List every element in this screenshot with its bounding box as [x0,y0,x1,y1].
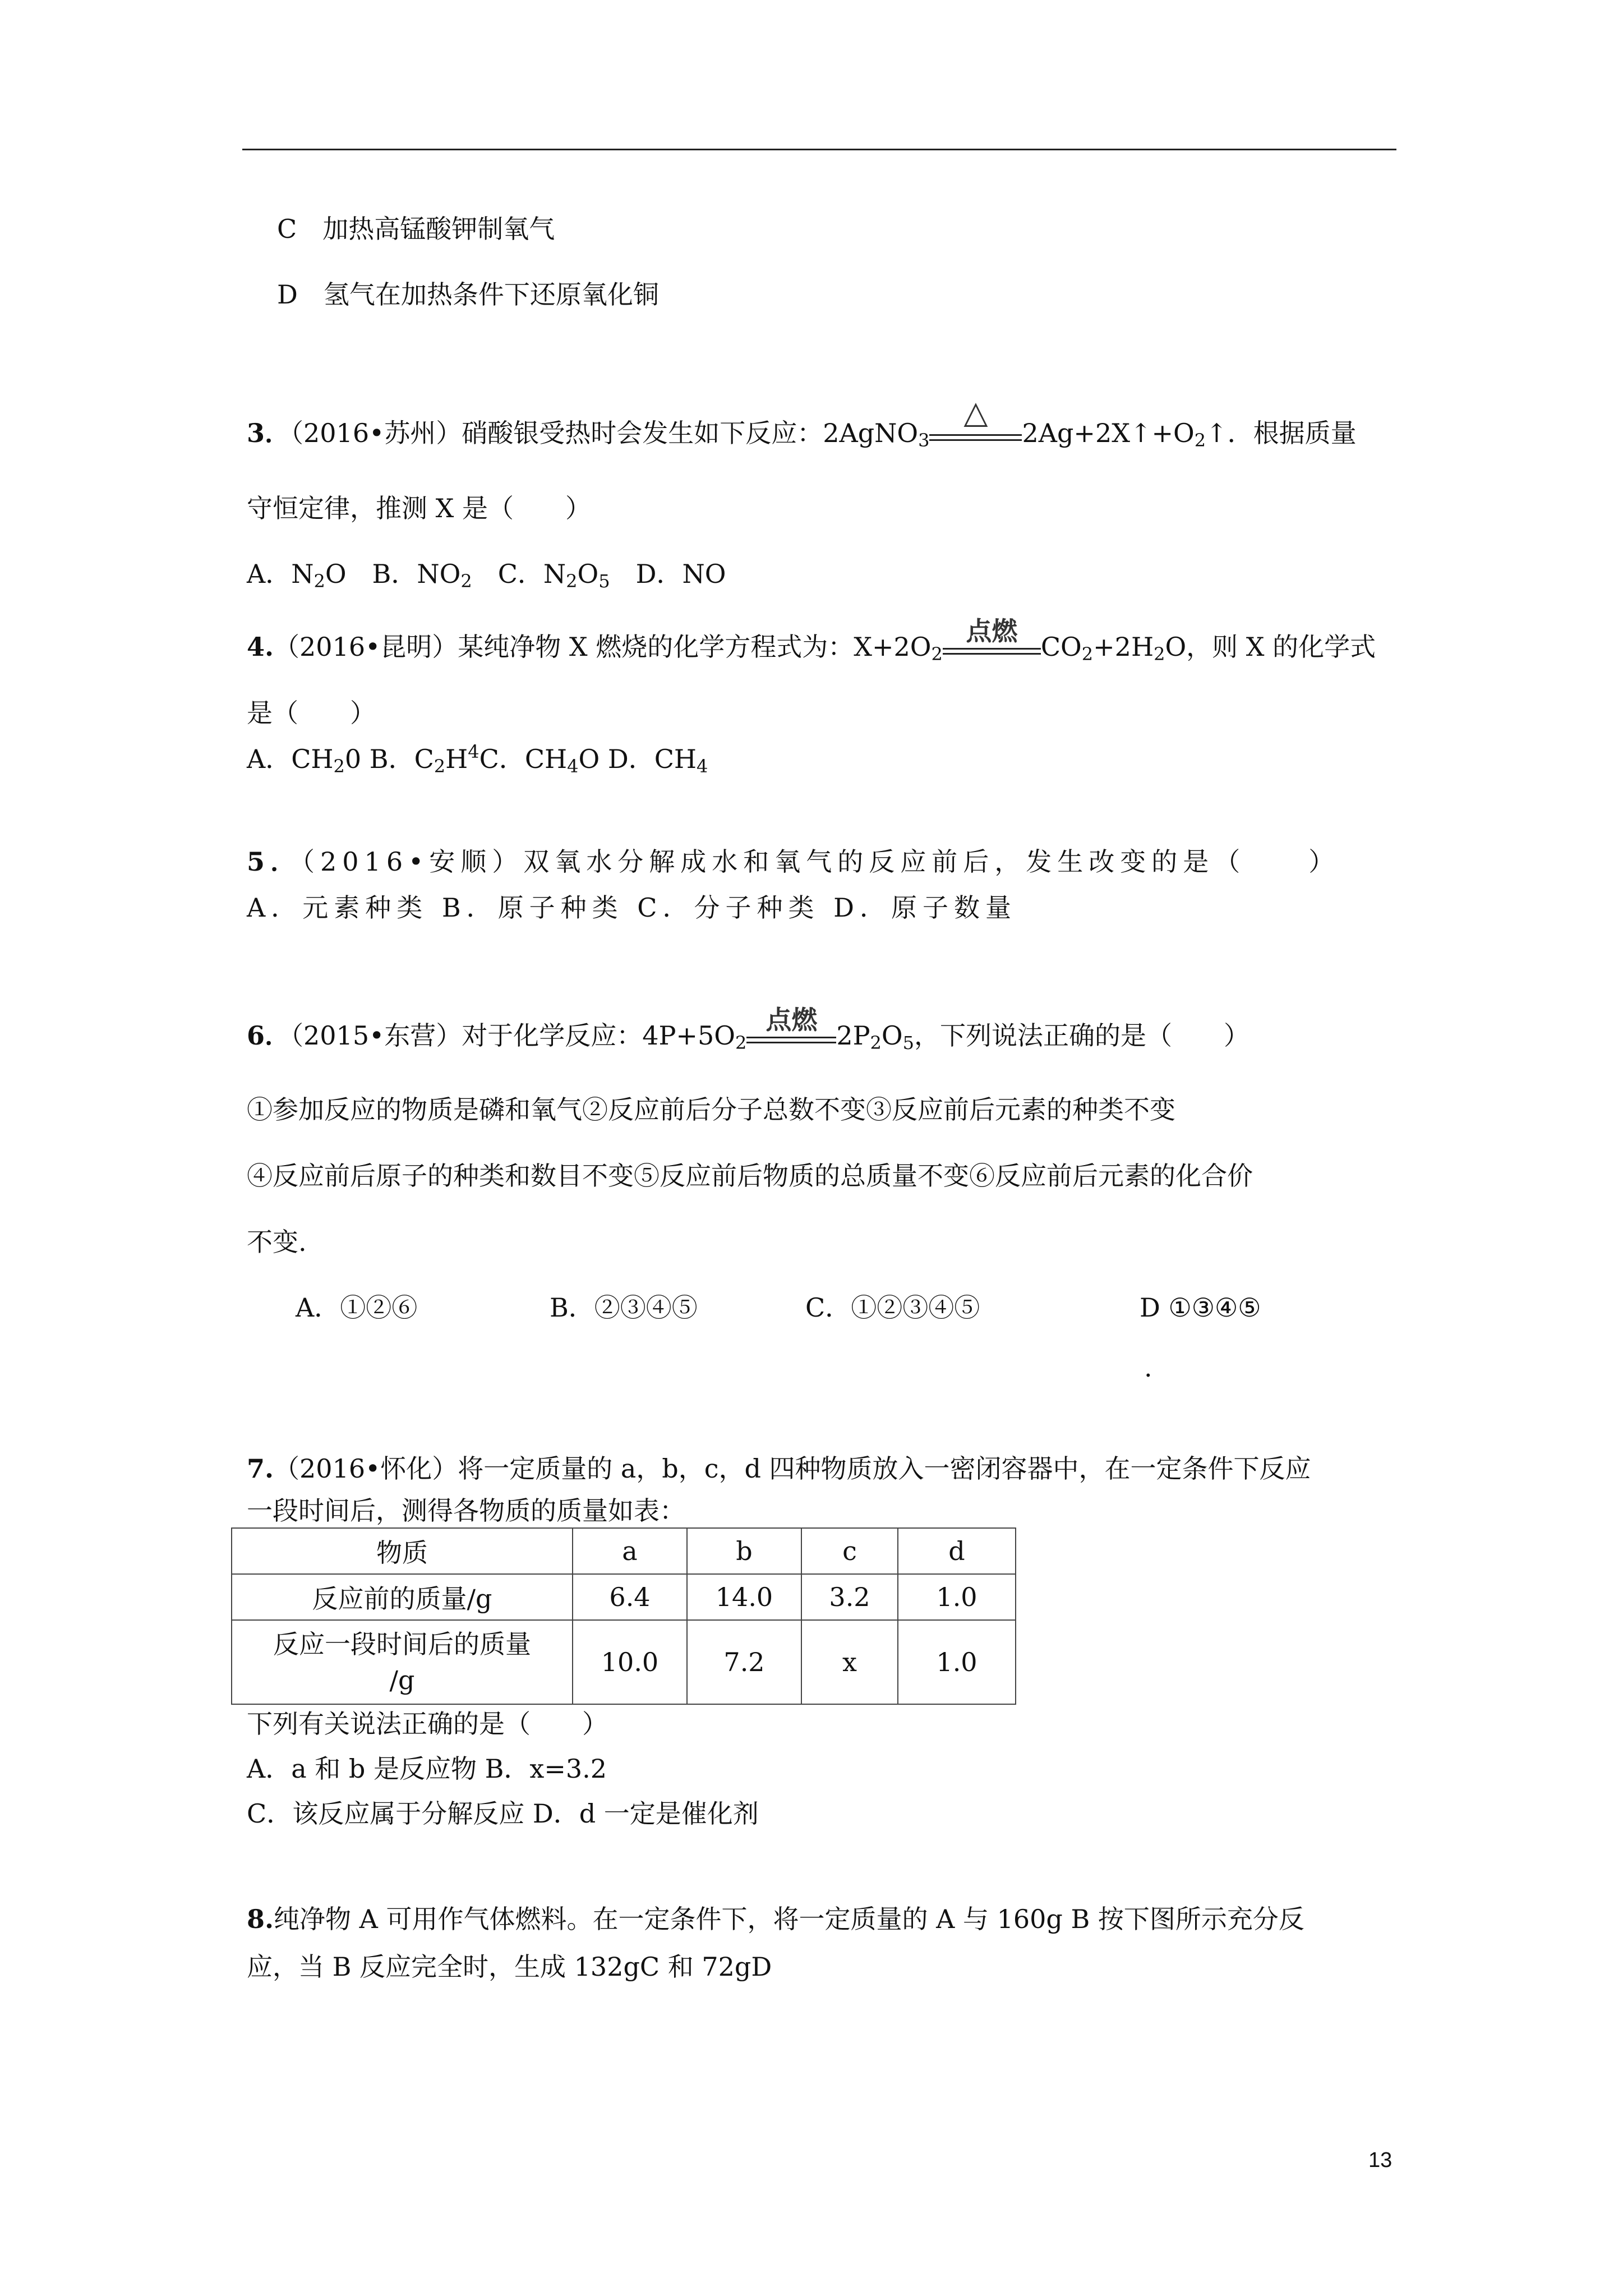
q3-number: 3． [247,418,291,448]
table-row [232,1528,1016,1574]
table-header-cell: d [898,1528,1016,1574]
q6-statement-line2: ④反应前后原子的种类和数目不变⑤反应前后物质的总质量不变⑥反应前后元素的化合价 [247,1161,1253,1191]
table-cell: 1.0 [898,1620,1016,1704]
q8-number: 8. [247,1904,274,1934]
q6-statement-line1: ①参加反应的物质是磷和氧气②反应前后分子总数不变③反应前后元素的种类不变 [247,1094,1175,1125]
q5-stem: 5．（2016•安顺）双氧水分解成水和氧气的反应前后，发生改变的是（ ） [247,846,1340,877]
q6-option-b: B．②③④⑤ [550,1292,698,1323]
q6-option-d: D ①③④⑤ [1140,1292,1261,1323]
table-cell: 1.0 [898,1574,1016,1620]
table-cell: 14.0 [687,1574,801,1620]
q4-reaction-arrow [943,616,1041,656]
q3-lead: （2016•苏州）硝酸银受热时会发生如下反应：2AgNO [291,418,919,448]
q4-stem-line1: 4.（2016•昆明）某纯净物 X 燃烧的化学方程式为：$X+2O_2$ 点燃 $CO_2+2H_2O$，则 X 的化学式 [247,616,1376,665]
q7-stem-line1: 7.（2016•怀化）将一定质量的 a，b，c，d 四种物质放入一密闭容器中，在一定条件下反应 [247,1453,1311,1484]
q5-options: A．元素种类 B．原子种类 C．分子种类 D．原子数量 [247,892,1017,923]
q7-mass-table [231,1527,1016,1705]
q6-option-a: A．①②⑥ [296,1292,418,1323]
table-cell: 3.2 [801,1574,898,1620]
q6-option-c: C．①②③④⑤ [805,1292,980,1323]
q6-statement-line3: 不变. [247,1227,307,1257]
q6-trailing-dot: . [1144,1352,1152,1383]
table-row [232,1620,1016,1704]
q3-stem-line2: 守恒定律，推测 X 是（ ） [247,493,591,523]
q3-reaction-arrow [929,394,1022,442]
q3-options: A．$N_2O$ B．$NO_2$ C．$N_2O_5$ D．NO [247,559,726,592]
table-cell: 反应前的质量/g [232,1574,573,1620]
q7-question: 下列有关说法正确的是（ ） [247,1709,608,1739]
table-row [232,1574,1016,1620]
q8-stem-line2: 应，当 B 反应完全时，生成 132gC 和 72gD [247,1952,772,1982]
page-number: 13 [1368,2148,1393,2172]
q7-options-cd: C．该反应属于分解反应 D．d 一定是催化剂 [247,1798,759,1829]
q6-condition-label: 点燃 [766,1005,818,1035]
table-header-cell: a [573,1528,687,1574]
q6-number: 6． [247,1020,291,1051]
q4-number: 4. [247,632,274,662]
q7-number: 7. [247,1453,274,1484]
q6-reaction-arrow [746,1005,836,1045]
table-cell: 反应一段时间后的质量 /g [232,1620,573,1704]
q2-option-d: D 氢气在加热条件下还原氧化铜 [277,279,659,310]
header-rule [242,149,1396,150]
table-header-cell: c [801,1528,898,1574]
heat-triangle-icon: △ [963,394,988,431]
table-header-cell: b [687,1528,801,1574]
q8-stem-line1: 8.纯净物 A 可用作气体燃料。在一定条件下，将一定质量的 A 与 160g B 按下图所示充分反 [247,1904,1304,1934]
table-cell: 7.2 [687,1620,801,1704]
q4-options: A．$CH_20$ B．$C_2H^4C$．$CH_4O$ D．$CH_4$ [247,741,708,777]
q5-number: 5． [247,846,302,877]
table-cell: x [801,1620,898,1704]
q4-stem-line2: 是（ ） [247,698,376,728]
table-cell: 6.4 [573,1574,687,1620]
q4-condition-label: 点燃 [966,616,1018,646]
table-cell: 10.0 [573,1620,687,1704]
table-header-cell: 物质 [232,1528,573,1574]
q7-stem-line2: 一段时间后，测得各物质的质量如表： [247,1496,685,1526]
q2-option-c: C 加热高锰酸钾制氧气 [277,214,555,244]
q3-stem-line1: 3．（2016•苏州）硝酸银受热时会发生如下反应：2AgNO$_3$ △ $2Ag+2X↑+O_2↑$．根据质量 [247,394,1357,451]
q6-stem: 6．（2015•东营）对于化学反应：$4P+5O_2$ 点燃 $2P_2O_5$，下列说法正确的是（ ） [247,1005,1249,1053]
q7-options-ab: A．a 和 b 是反应物 B．x=3.2 [247,1754,607,1784]
